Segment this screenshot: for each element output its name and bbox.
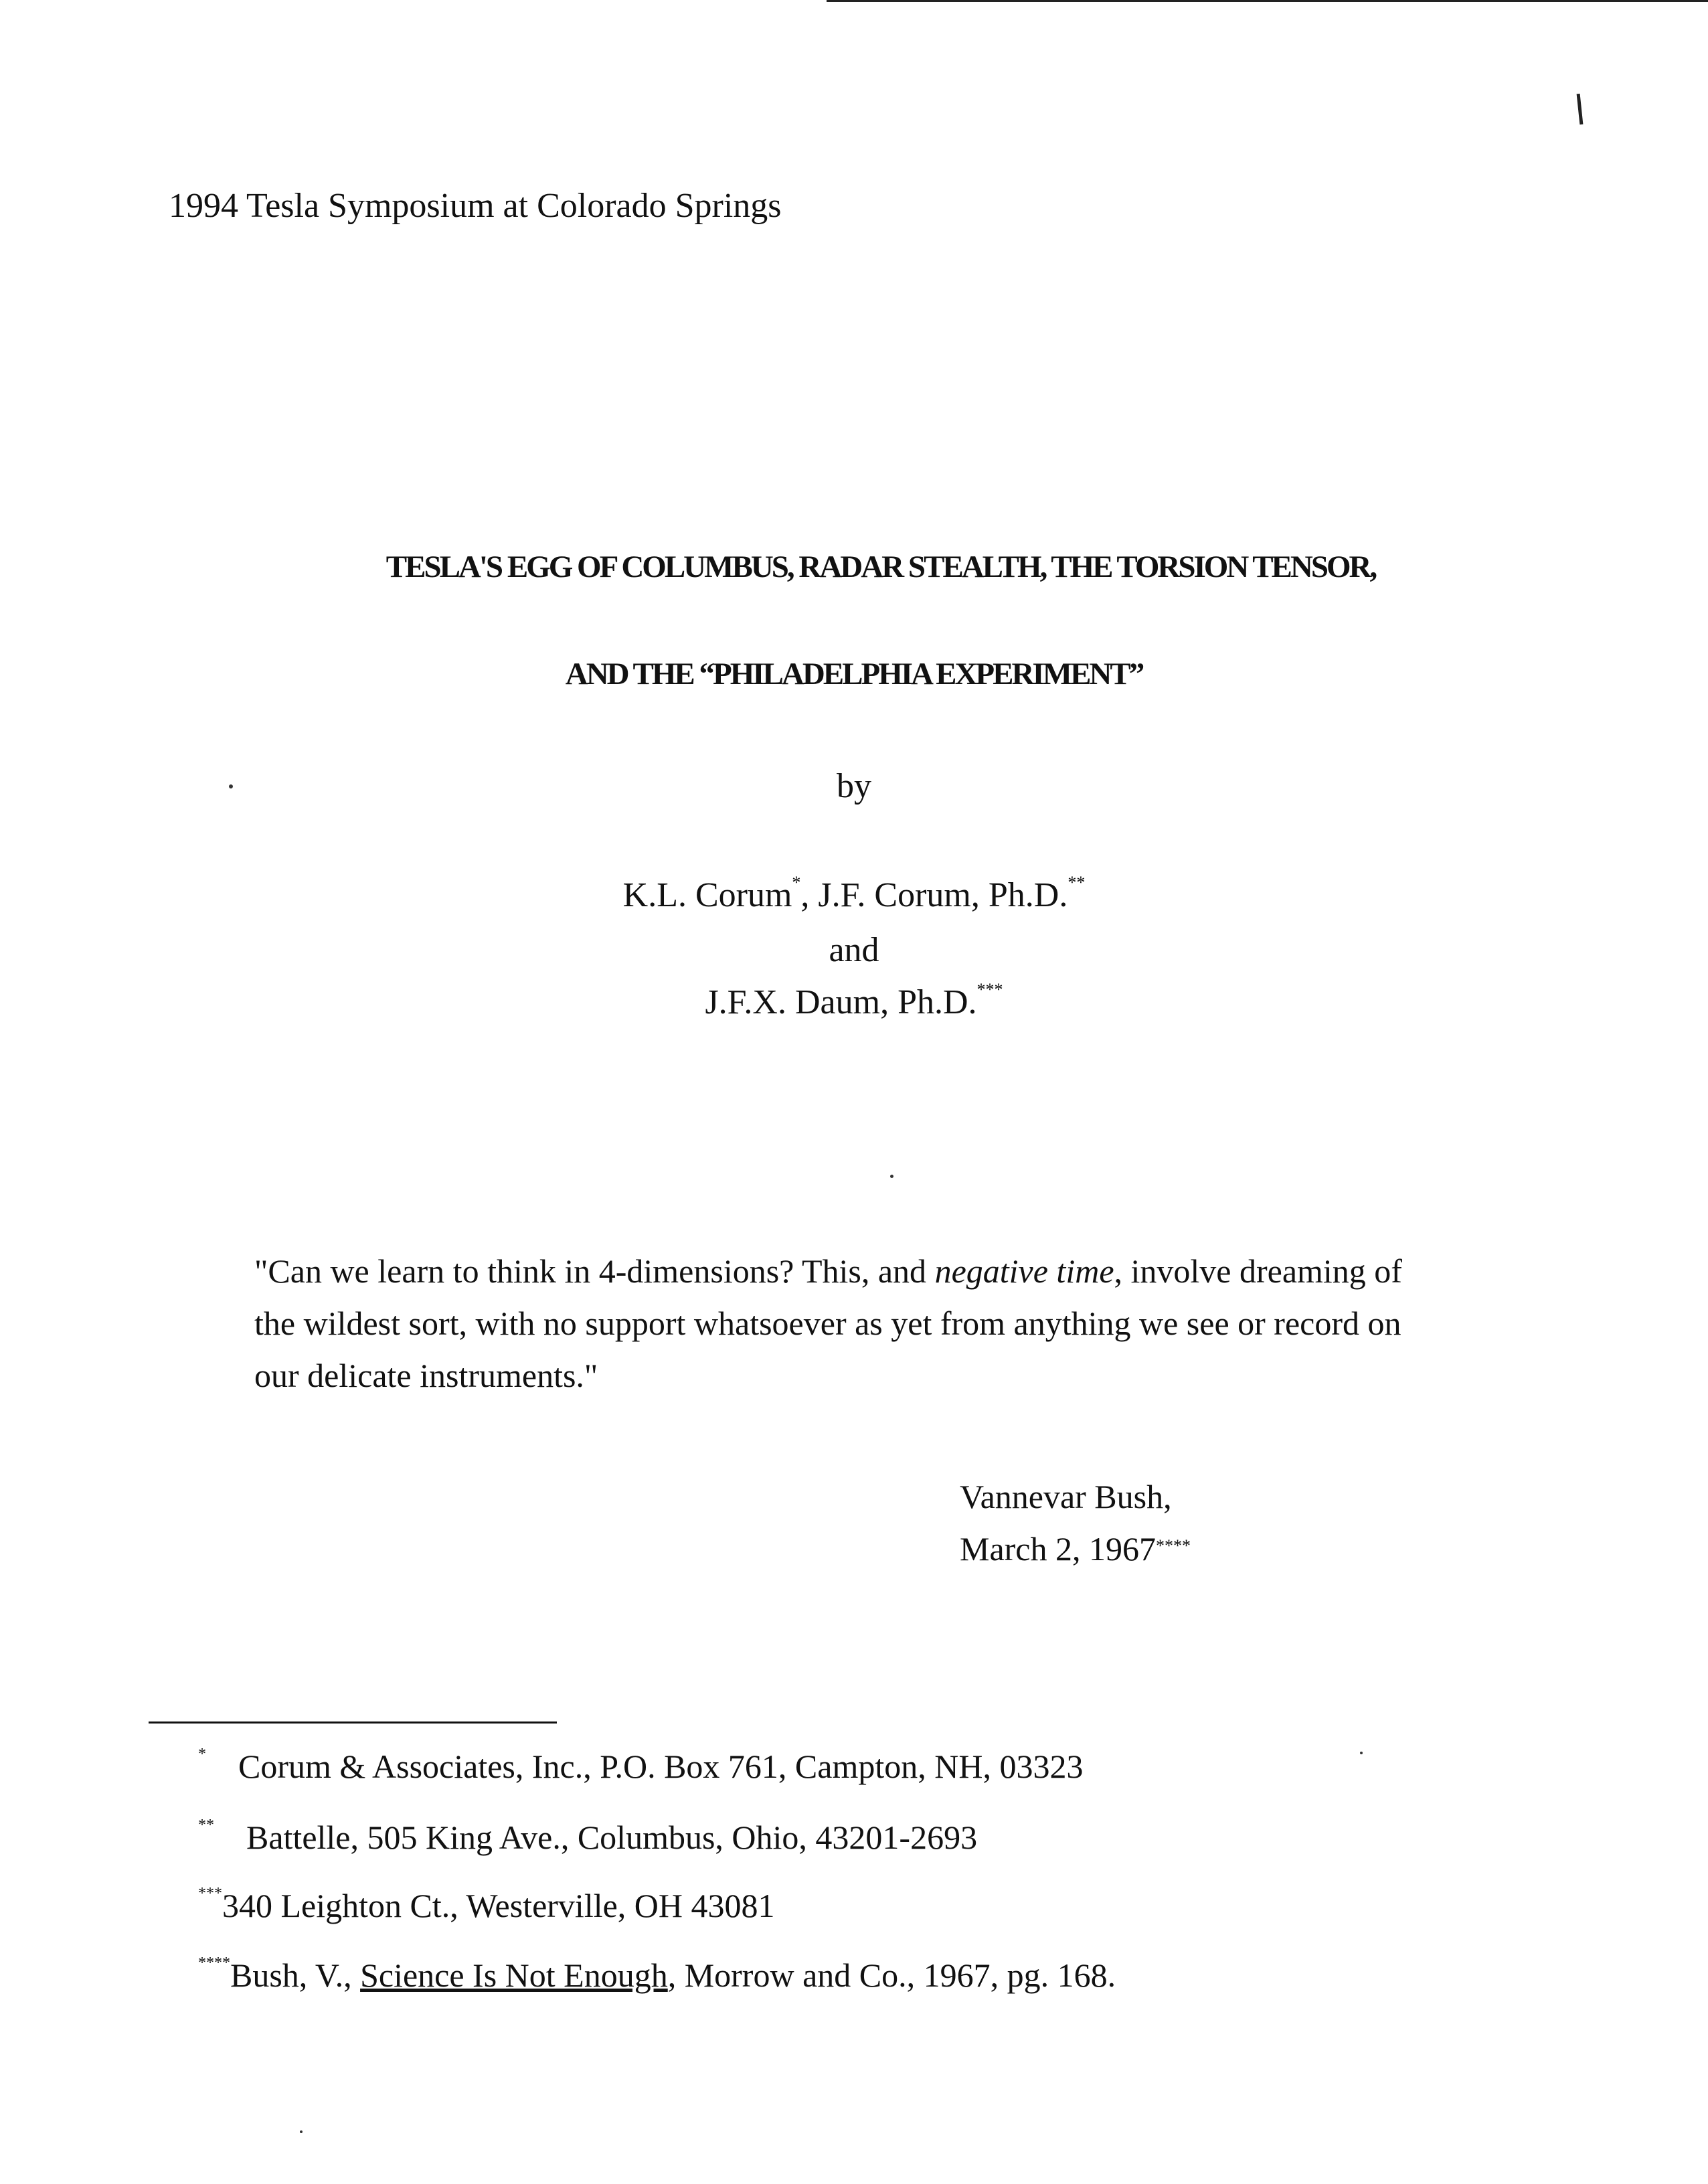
author-separator: , (800, 876, 819, 914)
footnote-2-mark: ** (198, 1817, 214, 1834)
epigraph-quote (254, 1245, 1402, 1402)
footnote-3-text: 340 Leighton Ct., Westerville, OH 43081 (222, 1887, 775, 1924)
quote-line-3: our delicate instruments." (254, 1357, 598, 1394)
footnote-2 (198, 1818, 977, 1857)
footnote-2-text: Battelle, 505 King Ave., Columbus, Ohio, 43201-2693 (246, 1819, 978, 1856)
footnote-3-mark: *** (198, 1885, 222, 1902)
authors-and: and (829, 931, 879, 969)
footnote-4-book-title: Science Is Not Enough (360, 1956, 668, 1994)
footnote-1-mark: * (198, 1746, 206, 1763)
author-1-name: K.L. Corum (622, 876, 792, 914)
title-line-1: TESLA'S EGG OF COLUMBUS, RADAR STEALTH, THE TORSION TENSOR, (386, 550, 1376, 584)
footnote-4-mark: **** (198, 1954, 230, 1972)
quote-line-1 (254, 1245, 1402, 1297)
author-1-mark: * (792, 873, 801, 892)
quote-line-1-start: "Can we learn to think in 4-dimensions? This, and (254, 1252, 935, 1290)
author-3-name: J.F.X. Daum, Ph.D. (705, 983, 977, 1021)
authors-line-1 (0, 875, 1708, 915)
author-2-mark: ** (1068, 873, 1086, 892)
footnote-1-text: Corum & Associates, Inc., P.O. Box 761, Campton, NH, 03323 (238, 1748, 1084, 1785)
quote-line-2: the wildest sort, with no support whatsoever as yet from anything we see or record on (254, 1305, 1401, 1342)
authors-line-2 (0, 980, 1708, 1022)
scan-speck (1360, 1752, 1363, 1754)
attribution-mark: **** (1156, 1536, 1191, 1556)
footnote-4-text-start: Bush, V., (230, 1956, 361, 1994)
scan-speck (300, 2130, 303, 2133)
attribution-date: March 2, 1967 (960, 1530, 1156, 1568)
author-2-name: J.F. Corum, Ph.D. (818, 876, 1068, 914)
page-number-mark (1577, 94, 1584, 124)
scan-speck (229, 784, 233, 788)
quote-attribution (960, 1471, 1191, 1575)
attribution-date-line (960, 1523, 1191, 1575)
quote-line-1-end: , involve dreaming of (1114, 1252, 1402, 1290)
footnote-3 (198, 1886, 775, 1925)
footnote-4-text-end: , Morrow and Co., 1967, pg. 168. (667, 1956, 1116, 1994)
attribution-name: Vannevar Bush, (960, 1478, 1172, 1515)
scan-speck (890, 1175, 893, 1178)
author-3-mark: *** (976, 980, 1003, 999)
quote-emphasis: negative time (934, 1252, 1114, 1290)
footnote-1 (198, 1747, 1083, 1786)
footnote-4 (198, 1956, 1116, 1995)
byline: by (837, 767, 871, 805)
top-edge-line (827, 0, 1708, 2)
title-line-2: AND THE “PHILADELPHIA EXPERIMENT” (565, 657, 1143, 691)
conference-header: 1994 Tesla Symposium at Colorado Springs (169, 187, 782, 225)
footnote-separator (149, 1721, 557, 1724)
